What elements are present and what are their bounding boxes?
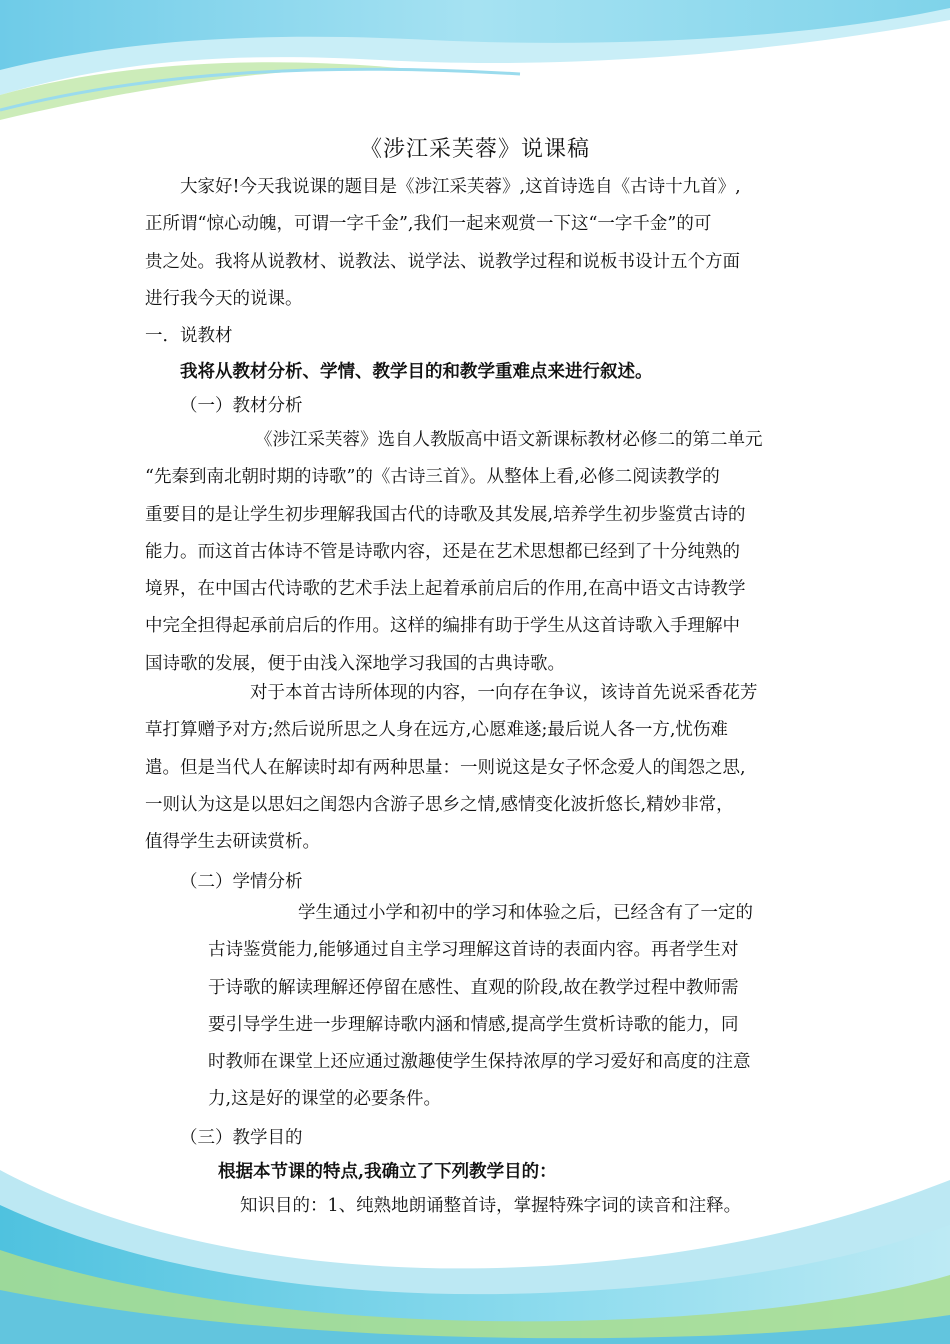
para3-line-4: 要引导学生进一步理解诗歌内涵和情感,提高学生赏析诗歌的能力，同 xyxy=(208,1014,739,1035)
subsection-3-lead: 根据本节课的特点,我确立了下列教学目的： xyxy=(218,1162,557,1182)
para1-line-1: 《涉江采芙蓉》选自人教版高中语文新课标教材必修二的第二单元 xyxy=(255,430,763,450)
section-1-lead: 我将从教材分析、学情、教学目的和教学重难点来进行叙述。 xyxy=(180,362,653,382)
para2-line-4: 一则认为这是以思妇之闺怨内含游子思乡之情,感情变化波折悠长,精妙非常， xyxy=(145,794,734,815)
textbook-analysis-paragraph-1 xyxy=(145,422,805,683)
subsection-1-heading: （一）教材分析 xyxy=(180,396,303,416)
document-title: 《涉江采芙蓉》说课稿 xyxy=(359,137,590,162)
para3-line-2: 古诗鉴赏能力,能够通过自主学习理解这首诗的表面内容。再者学生对 xyxy=(208,940,739,961)
para3-line-5: 时教师在课堂上还应通过激趣使学生保持浓厚的学习爱好和高度的注意 xyxy=(208,1052,751,1073)
para1-line-7: 国诗歌的发展，便于由浅入深地学习我国的古典诗歌。 xyxy=(145,653,565,674)
subsection-3-heading: （三）教学目的 xyxy=(180,1128,303,1148)
intro-line-2: 正所谓“惊心动魄，可谓一字千金”,我们一起来观赏一下这“一字千金”的可 xyxy=(145,214,712,235)
knowledge-objective-item: 知识目的：1、纯熟地朗诵整首诗，掌握特殊字词的读音和注释。 xyxy=(240,1196,742,1216)
section-1-heading: 一．说教材 xyxy=(145,326,233,346)
para3-line-3: 于诗歌的解读理解还停留在感性、直观的阶段,故在教学过程中教师需 xyxy=(208,977,739,998)
para2-line-1: 对于本首古诗所体现的内容，一向存在争议，该诗首先说采香花芳 xyxy=(250,683,758,703)
para2-line-5: 值得学生去研读赏析。 xyxy=(145,832,320,853)
para1-line-3: 重要目的是让学生初步理解我国古代的诗歌及其发展,培养学生初步鉴赏古诗的 xyxy=(145,504,746,525)
para3-line-6: 力,这是好的课堂的必要条件。 xyxy=(208,1089,442,1110)
intro-line-1: 大家好!今天我说课的题目是《涉江采芙蓉》,这首诗选自《古诗十九首》, xyxy=(180,177,741,197)
para1-line-6: 中完全担得起承前启后的作用。这样的编排有助于学生从这首诗歌入手理解中 xyxy=(145,616,740,637)
intro-line-3: 贵之处。我将从说教材、说教法、说学法、说教学过程和说板书设计五个方面 xyxy=(145,251,740,272)
para1-line-4: 能力。而这首古体诗不管是诗歌内容，还是在艺术思想都已经到了十分纯熟的 xyxy=(145,541,740,562)
intro-line-4: 进行我今天的说课。 xyxy=(145,288,303,309)
para2-line-2: 草打算赠予对方;然后说所思之人身在远方,心愿难遂;最后说人各一方,忧伤难 xyxy=(145,720,728,741)
para1-line-2: “先秦到南北朝时期的诗歌”的《古诗三首》。从整体上看,必修二阅读教学的 xyxy=(145,467,720,488)
intro-paragraph xyxy=(145,169,805,318)
learner-analysis-paragraph xyxy=(208,895,806,1119)
textbook-analysis-paragraph-2 xyxy=(145,675,805,861)
subsection-2-heading: （二）学情分析 xyxy=(180,872,303,892)
para3-line-1: 学生通过小学和初中的学习和体验之后，已经含有了一定的 xyxy=(298,903,753,923)
para2-line-3: 遣。但是当代人在解读时却有两种思量：一则说这是女子怀念爱人的闺怨之思, xyxy=(145,757,746,778)
para1-line-5: 境界，在中国古代诗歌的艺术手法上起着承前启后的作用,在高中语文古诗教学 xyxy=(145,579,746,600)
